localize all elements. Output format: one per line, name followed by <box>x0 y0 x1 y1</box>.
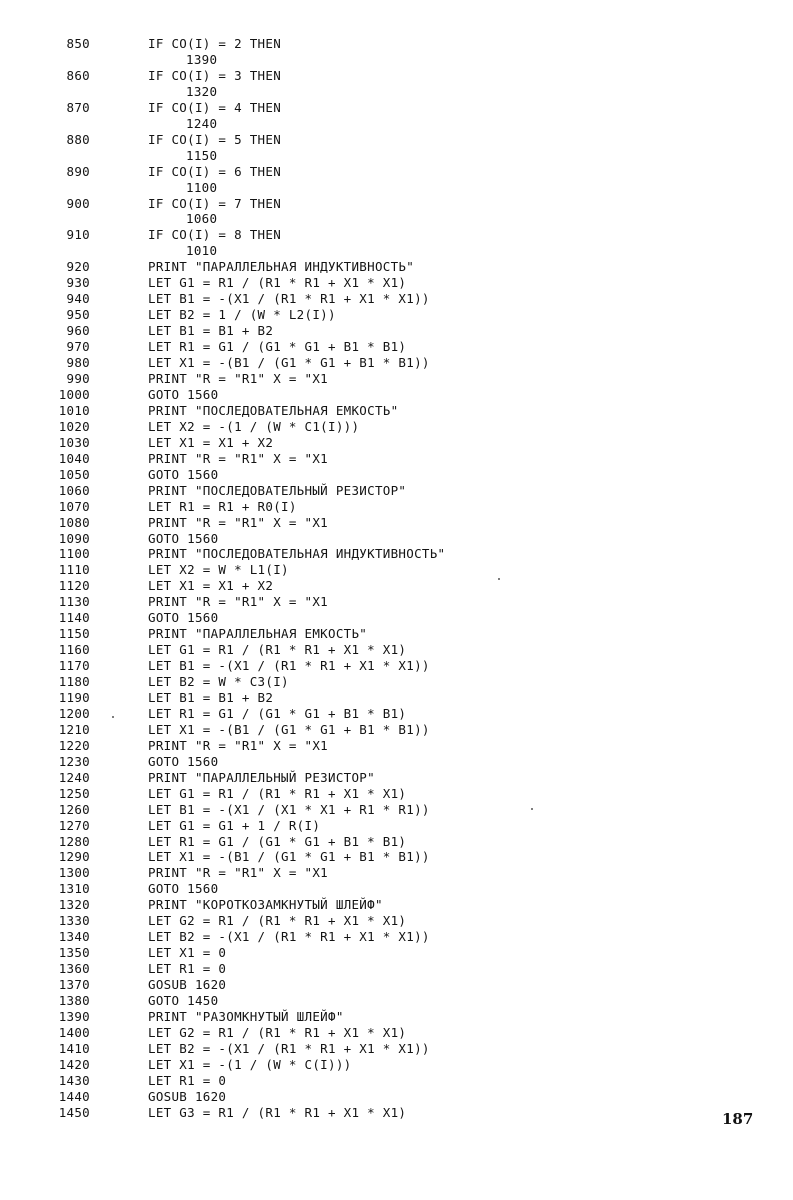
code-statement: PRINT "R = "R1" X = "X1 <box>148 450 328 466</box>
line-number: 1430 <box>58 1072 90 1088</box>
code-statement: LET X1 = -(B1 / (G1 * G1 + B1 * B1)) <box>148 721 430 737</box>
code-statement: GOTO 1560 <box>148 753 219 769</box>
code-line <box>0 834 793 850</box>
code-statement: LET R1 = G1 / (G1 * G1 + B1 * B1) <box>148 833 407 849</box>
line-number: 1190 <box>58 689 90 705</box>
code-statement: LET G1 = G1 + 1 / R(I) <box>148 817 321 833</box>
line-number: 940 <box>66 291 90 307</box>
code-statement: LET X1 = X1 + X2 <box>148 434 274 450</box>
line-number: 990 <box>66 370 90 386</box>
code-statement: IF CO(I) = 4 THEN <box>148 99 282 115</box>
code-statement: LET G2 = R1 / (R1 * R1 + X1 * X1) <box>148 1024 407 1040</box>
code-line <box>0 849 793 865</box>
code-line <box>0 419 793 435</box>
code-statement: PRINT "РАЗОМКНУТЫЙ ШЛЕЙФ" <box>148 1008 344 1024</box>
code-statement: IF CO(I) = 5 THEN <box>148 131 282 147</box>
code-statement: LET X1 = -(B1 / (G1 * G1 + B1 * B1)) <box>148 355 430 370</box>
code-statement: PRINT "R = "R1" X = "X1 <box>148 370 328 386</box>
code-line <box>0 132 793 148</box>
line-number: 1330 <box>58 913 90 929</box>
line-number: 1090 <box>58 530 90 546</box>
line-number: 1020 <box>58 418 90 434</box>
line-number: 930 <box>66 275 90 291</box>
line-number: 1180 <box>58 674 90 689</box>
line-number: 1170 <box>58 658 90 673</box>
code-statement: LET B2 = W * C3(I) <box>148 674 289 689</box>
code-statement: LET X2 = -(1 / (W * C1(I))) <box>148 418 360 434</box>
line-number: 1270 <box>58 817 90 833</box>
code-line <box>0 435 793 451</box>
code-line <box>0 227 793 243</box>
line-number: 880 <box>66 131 90 147</box>
code-statement: IF CO(I) = 3 THEN <box>148 67 282 83</box>
line-number: 1160 <box>58 642 90 658</box>
line-number: 1140 <box>58 610 90 626</box>
code-line <box>0 100 793 116</box>
code-statement: LET B1 = B1 + B2 <box>148 689 274 705</box>
code-statement: PRINT "ПОСЛЕДОВАТЕЛЬНАЯ ЕМКОСТЬ" <box>148 402 399 418</box>
line-number: 1220 <box>58 737 90 753</box>
code-line <box>0 961 793 977</box>
code-continuation: 1150 <box>186 147 218 163</box>
code-line <box>0 897 793 913</box>
line-number: 1410 <box>58 1040 90 1056</box>
code-statement: GOTO 1450 <box>148 993 219 1008</box>
code-line-continuation <box>0 52 793 68</box>
code-line <box>0 291 793 307</box>
line-number: 1150 <box>58 626 90 642</box>
code-line <box>0 1105 793 1121</box>
code-line <box>0 164 793 180</box>
scan-speck <box>112 716 114 718</box>
line-number: 1080 <box>58 514 90 530</box>
code-statement: LET G1 = R1 / (R1 * R1 + X1 * X1) <box>148 275 407 291</box>
code-line <box>0 307 793 323</box>
code-continuation: 1240 <box>186 115 218 131</box>
code-line <box>0 993 793 1009</box>
line-number: 1050 <box>58 466 90 482</box>
code-line <box>0 451 793 467</box>
line-number: 1250 <box>58 785 90 801</box>
code-line-continuation <box>0 180 793 196</box>
code-line <box>0 355 793 371</box>
code-statement: LET R1 = G1 / (G1 * G1 + B1 * B1) <box>148 339 407 355</box>
code-statement: PRINT "R = "R1" X = "X1 <box>148 514 328 530</box>
line-number: 1240 <box>58 769 90 785</box>
code-line <box>0 36 793 52</box>
code-line-continuation <box>0 211 793 227</box>
code-continuation: 1390 <box>186 52 218 67</box>
code-statement: LET X1 = 0 <box>148 945 227 961</box>
code-statement: IF CO(I) = 6 THEN <box>148 163 282 179</box>
line-number: 1380 <box>58 993 90 1008</box>
code-line <box>0 626 793 642</box>
line-number: 1060 <box>58 482 90 498</box>
code-line <box>0 881 793 897</box>
code-statement: PRINT "ПАРАЛЛЕЛЬНЫЙ РЕЗИСТОР" <box>148 769 375 785</box>
line-number: 1040 <box>58 450 90 466</box>
code-line-continuation <box>0 148 793 164</box>
code-line <box>0 1009 793 1025</box>
line-number: 1390 <box>58 1008 90 1024</box>
code-statement: PRINT "КОРОТКОЗАМКНУТЫЙ ШЛЕЙФ" <box>148 897 383 913</box>
line-number: 950 <box>66 307 90 323</box>
scan-speck <box>498 578 500 580</box>
code-line <box>0 1073 793 1089</box>
code-line <box>0 387 793 403</box>
code-statement: LET B1 = -(X1 / (R1 * R1 + X1 * X1)) <box>148 291 430 307</box>
line-number: 1300 <box>58 865 90 881</box>
code-statement: LET B1 = B1 + B2 <box>148 323 274 339</box>
code-line <box>0 562 793 578</box>
code-line <box>0 339 793 355</box>
line-number: 1420 <box>58 1056 90 1072</box>
code-line <box>0 546 793 562</box>
code-line <box>0 499 793 515</box>
code-statement: LET G2 = R1 / (R1 * R1 + X1 * X1) <box>148 913 407 929</box>
code-statement: GOTO 1560 <box>148 386 219 402</box>
code-statement: LET B1 = -(X1 / (R1 * R1 + X1 * X1)) <box>148 658 430 673</box>
code-statement: GOTO 1560 <box>148 610 219 626</box>
code-line-continuation <box>0 84 793 100</box>
code-line <box>0 403 793 419</box>
code-continuation: 1060 <box>186 211 218 227</box>
code-line <box>0 913 793 929</box>
code-line <box>0 770 793 786</box>
code-line <box>0 977 793 993</box>
code-line <box>0 371 793 387</box>
code-statement: LET G1 = R1 / (R1 * R1 + X1 * X1) <box>148 642 407 658</box>
code-continuation: 1010 <box>186 243 218 259</box>
code-statement: LET R1 = G1 / (G1 * G1 + B1 * B1) <box>148 705 407 721</box>
code-line <box>0 1057 793 1073</box>
line-number: 1320 <box>58 897 90 913</box>
code-statement: PRINT "ПАРАЛЛЕЛЬНАЯ ЕМКОСТЬ" <box>148 626 368 642</box>
code-line <box>0 1041 793 1057</box>
code-statement: PRINT "ПОСЛЕДОВАТЕЛЬНЫЙ РЕЗИСТОР" <box>148 482 407 498</box>
code-statement: LET R1 = 0 <box>148 961 227 977</box>
code-statement: PRINT "ПАРАЛЛЕЛЬНАЯ ИНДУКТИВНОСТЬ" <box>148 259 415 275</box>
line-number: 1280 <box>58 833 90 849</box>
code-line <box>0 578 793 594</box>
code-line <box>0 690 793 706</box>
code-line <box>0 786 793 802</box>
line-number: 1360 <box>58 961 90 977</box>
line-number: 1340 <box>58 929 90 945</box>
code-line <box>0 674 793 690</box>
code-line <box>0 531 793 547</box>
code-line <box>0 467 793 483</box>
line-number: 1200 <box>58 705 90 721</box>
code-line <box>0 515 793 531</box>
page-number: 187 <box>722 1110 754 1128</box>
code-line <box>0 323 793 339</box>
line-number: 850 <box>66 36 90 51</box>
code-statement: LET B2 = -(X1 / (R1 * R1 + X1 * X1)) <box>148 929 430 945</box>
line-number: 1370 <box>58 977 90 992</box>
line-number: 1450 <box>58 1104 90 1120</box>
code-statement: GOTO 1560 <box>148 530 219 546</box>
code-statement: PRINT "R = "R1" X = "X1 <box>148 737 328 753</box>
code-line <box>0 68 793 84</box>
code-line <box>0 706 793 722</box>
code-statement: PRINT "R = "R1" X = "X1 <box>148 865 328 881</box>
code-line <box>0 594 793 610</box>
code-statement: LET R1 = R1 + R0(I) <box>148 498 297 514</box>
line-number: 1440 <box>58 1088 90 1104</box>
code-line <box>0 275 793 291</box>
code-statement: LET X1 = -(B1 / (G1 * G1 + B1 * B1)) <box>148 849 430 865</box>
code-line <box>0 1025 793 1041</box>
code-statement: LET G1 = R1 / (R1 * R1 + X1 * X1) <box>148 785 407 801</box>
line-number: 1070 <box>58 498 90 514</box>
line-number: 1210 <box>58 721 90 737</box>
code-statement: GOTO 1560 <box>148 466 219 482</box>
code-line <box>0 642 793 658</box>
code-statement: IF CO(I) = 2 THEN <box>148 36 282 51</box>
code-statement: IF CO(I) = 8 THEN <box>148 227 282 243</box>
code-line <box>0 929 793 945</box>
code-statement: GOSUB 1620 <box>148 977 227 992</box>
code-statement: GOSUB 1620 <box>148 1088 227 1104</box>
line-number: 1030 <box>58 434 90 450</box>
code-statement: PRINT "R = "R1" X = "X1 <box>148 594 328 610</box>
code-line <box>0 738 793 754</box>
code-statement: LET X1 = -(1 / (W * C(I))) <box>148 1056 352 1072</box>
line-number: 1130 <box>58 594 90 610</box>
code-line <box>0 658 793 674</box>
code-statement: LET X2 = W * L1(I) <box>148 562 289 578</box>
code-line-continuation <box>0 243 793 259</box>
code-continuation: 1320 <box>186 83 218 99</box>
code-statement: IF CO(I) = 7 THEN <box>148 195 282 211</box>
code-line <box>0 945 793 961</box>
line-number: 960 <box>66 323 90 339</box>
line-number: 860 <box>66 67 90 83</box>
code-line <box>0 483 793 499</box>
line-number: 870 <box>66 99 90 115</box>
line-number: 920 <box>66 259 90 275</box>
line-number: 1400 <box>58 1024 90 1040</box>
code-statement: PRINT "ПОСЛЕДОВАТЕЛЬНАЯ ИНДУКТИВНОСТЬ" <box>148 546 446 562</box>
code-line <box>0 196 793 212</box>
line-number: 1260 <box>58 801 90 817</box>
line-number: 980 <box>66 355 90 370</box>
line-number: 900 <box>66 195 90 211</box>
code-line <box>0 865 793 881</box>
code-line <box>0 610 793 626</box>
code-statement: LET G3 = R1 / (R1 * R1 + X1 * X1) <box>148 1104 407 1120</box>
line-number: 1000 <box>58 386 90 402</box>
code-statement: LET B1 = -(X1 / (X1 * X1 + R1 * R1)) <box>148 801 430 817</box>
code-statement: LET B2 = -(X1 / (R1 * R1 + X1 * X1)) <box>148 1040 430 1056</box>
code-continuation: 1100 <box>186 179 218 195</box>
code-line <box>0 722 793 738</box>
code-statement: LET X1 = X1 + X2 <box>148 578 274 594</box>
line-number: 1010 <box>58 402 90 418</box>
code-statement: GOTO 1560 <box>148 881 219 897</box>
code-line <box>0 754 793 770</box>
code-line <box>0 1089 793 1105</box>
line-number: 1110 <box>58 562 90 578</box>
code-line <box>0 802 793 818</box>
line-number: 1290 <box>58 849 90 865</box>
code-line-continuation <box>0 116 793 132</box>
line-number: 1310 <box>58 881 90 897</box>
code-statement: LET R1 = 0 <box>148 1072 227 1088</box>
scan-speck <box>531 808 533 810</box>
code-line <box>0 259 793 275</box>
line-number: 1100 <box>58 546 90 562</box>
line-number: 890 <box>66 163 90 179</box>
line-number: 1350 <box>58 945 90 961</box>
line-number: 910 <box>66 227 90 243</box>
code-line <box>0 818 793 834</box>
line-number: 970 <box>66 339 90 355</box>
line-number: 1120 <box>58 578 90 594</box>
line-number: 1230 <box>58 753 90 769</box>
code-statement: LET B2 = 1 / (W * L2(I)) <box>148 307 336 323</box>
